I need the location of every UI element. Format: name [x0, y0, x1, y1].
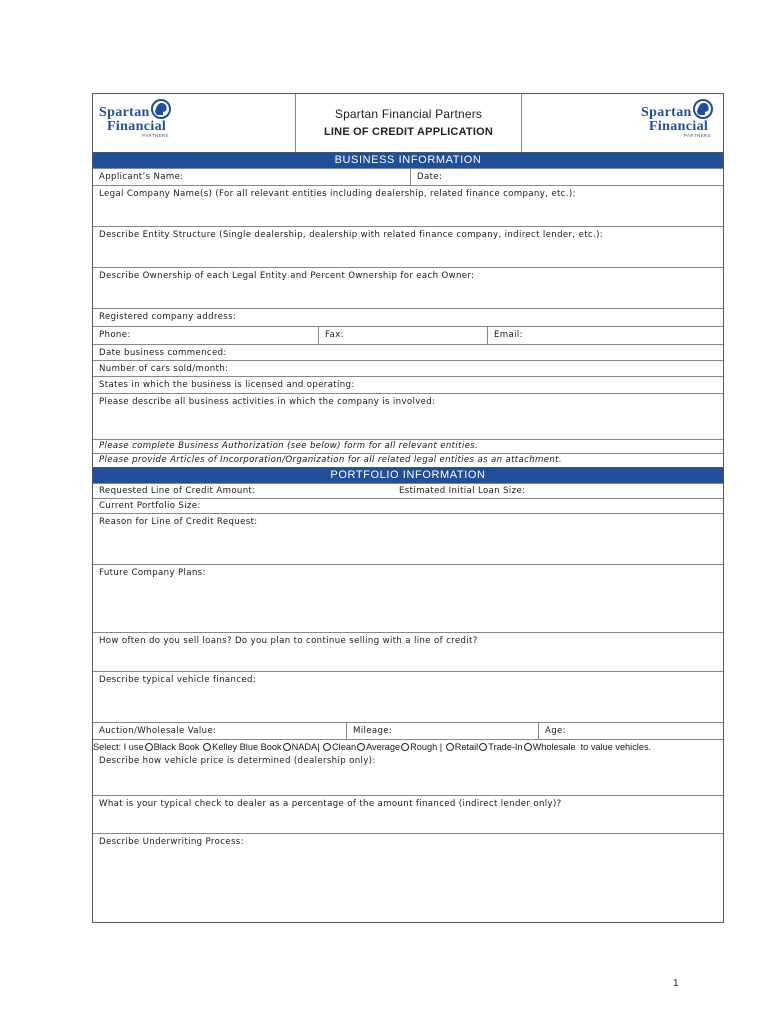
logo-word-financial: Financial [649, 119, 709, 134]
states-licensed-label: States in which the business is licensed and operating: [99, 380, 355, 390]
title-cell [295, 94, 521, 152]
radio-rough[interactable] [401, 743, 409, 751]
estimated-loan-size-field[interactable]: Estimated Initial Loan Size: [399, 486, 526, 496]
label-trade-in: Trade-In [488, 742, 523, 752]
current-portfolio-size-label: Current Portfolio Size: [99, 501, 201, 511]
cars-sold-label: Number of cars sold/month: [99, 364, 229, 374]
ownership-field[interactable] [93, 267, 723, 308]
portfolio-information-header: PORTFOLIO INFORMATION [93, 467, 723, 483]
date-commenced-label: Date business commenced: [99, 348, 227, 358]
logo-word-partners: PARTNERS [142, 133, 169, 138]
fax-field[interactable]: Fax: [318, 327, 487, 344]
legal-company-names-label: Legal Company Name(s) (For all relevant entities including dealership, related finance company, etc.): [99, 189, 576, 199]
legal-company-names-field[interactable] [93, 185, 723, 226]
vehicle-value-row [93, 722, 723, 739]
business-activities-field[interactable] [93, 393, 723, 439]
radio-average[interactable] [357, 743, 365, 751]
vehicle-price-label: Describe how vehicle price is determined (dealership only): [99, 756, 376, 766]
ownership-label: Describe Ownership of each Legal Entity and Percent Ownership for each Owner: [99, 271, 475, 281]
date-field[interactable]: Date: [410, 169, 723, 185]
business-information-header: BUSINESS INFORMATION [93, 152, 723, 168]
date-commenced-field[interactable] [93, 344, 723, 360]
phone-field[interactable]: Phone: [99, 330, 131, 340]
logo-word-partners: PARTNERS [684, 133, 711, 138]
page-number: 1 [673, 978, 679, 989]
spartan-logo-icon [97, 98, 175, 142]
sell-loans-field[interactable] [93, 632, 723, 671]
separator: | [439, 742, 443, 752]
radio-kelley-blue-book[interactable] [203, 743, 211, 751]
check-percentage-field[interactable] [93, 795, 723, 833]
check-percentage-label: What is your typical check to dealer as a percentage of the amount financed (indirect lender only)? [99, 799, 562, 809]
spartan-logo-icon [639, 98, 717, 142]
auction-value-field[interactable]: Auction/Wholesale Value: [99, 726, 217, 736]
age-field[interactable]: Age: [538, 723, 723, 739]
radio-trade-in[interactable] [479, 743, 487, 751]
label-retail: Retail [454, 742, 479, 752]
label-nada: NADA [291, 742, 318, 752]
states-licensed-field[interactable] [93, 376, 723, 393]
reason-label: Reason for Line of Credit Request: [99, 517, 258, 527]
email-field[interactable]: Email: [487, 327, 723, 344]
current-portfolio-size-field[interactable] [93, 498, 723, 513]
underwriting-field[interactable] [93, 833, 723, 922]
radio-clean[interactable] [323, 743, 331, 751]
registered-address-field[interactable] [93, 308, 723, 326]
company-name: Spartan Financial Partners [334, 107, 483, 121]
credit-amount-row [93, 483, 723, 498]
note-articles-of-incorporation: Please provide Articles of Incorporation/Organization for all related legal entities as an attachment. [93, 453, 723, 467]
separator: | [317, 742, 320, 752]
radio-wholesale[interactable] [524, 743, 532, 751]
application-form [92, 93, 724, 923]
applicant-name-field[interactable]: Applicant’s Name: [99, 172, 184, 182]
registered-address-label: Registered company address: [99, 312, 237, 322]
label-wholesale: Wholesale [532, 742, 576, 752]
mileage-field[interactable]: Mileage: [346, 723, 538, 739]
future-plans-field[interactable] [93, 564, 723, 632]
label-rough: Rough [410, 742, 438, 752]
logo-word-spartan: Spartan [99, 105, 150, 120]
typical-vehicle-label: Describe typical vehicle financed: [99, 675, 257, 685]
vehicle-price-field[interactable] [93, 755, 723, 795]
entity-structure-label: Describe Entity Structure (Single dealership, dealership with related finance company, indirect lender, etc.): [99, 230, 604, 240]
logo-word-financial: Financial [107, 119, 167, 134]
left-logo-cell [93, 94, 295, 152]
contact-row [93, 326, 723, 344]
sell-loans-label: How often do you sell loans? Do you plan to continue selling with a line of credit? [99, 636, 478, 646]
business-activities-label: Please describe all business activities in which the company is involved: [99, 397, 436, 407]
right-logo-cell [521, 94, 723, 152]
note-business-authorization: Please complete Business Authorization (see below) form for all relevant entities. [93, 439, 723, 453]
select-suffix: to value vehicles. [580, 742, 652, 752]
valuation-select-group [93, 742, 651, 752]
cars-sold-field[interactable] [93, 360, 723, 376]
label-average: Average [366, 742, 401, 752]
select-prefix: Select: I use [93, 742, 144, 752]
label-kelley-blue-book: Kelley Blue Book [212, 742, 282, 752]
radio-retail[interactable] [446, 743, 454, 751]
applicant-row [93, 168, 723, 185]
form-header [93, 94, 723, 152]
future-plans-label: Future Company Plans: [99, 568, 206, 578]
label-black-book: Black Book [153, 742, 200, 752]
form-title: LINE OF CREDIT APPLICATION [324, 126, 493, 138]
entity-structure-field[interactable] [93, 226, 723, 267]
typical-vehicle-field[interactable] [93, 671, 723, 722]
underwriting-label: Describe Underwriting Process: [99, 837, 244, 847]
valuation-select-row [93, 739, 723, 755]
requested-line-field[interactable]: Requested Line of Credit Amount: [99, 486, 256, 496]
radio-black-book[interactable] [145, 743, 153, 751]
reason-field[interactable] [93, 513, 723, 564]
radio-nada[interactable] [283, 743, 291, 751]
logo-word-spartan: Spartan [641, 105, 692, 120]
label-clean: Clean [332, 742, 357, 752]
